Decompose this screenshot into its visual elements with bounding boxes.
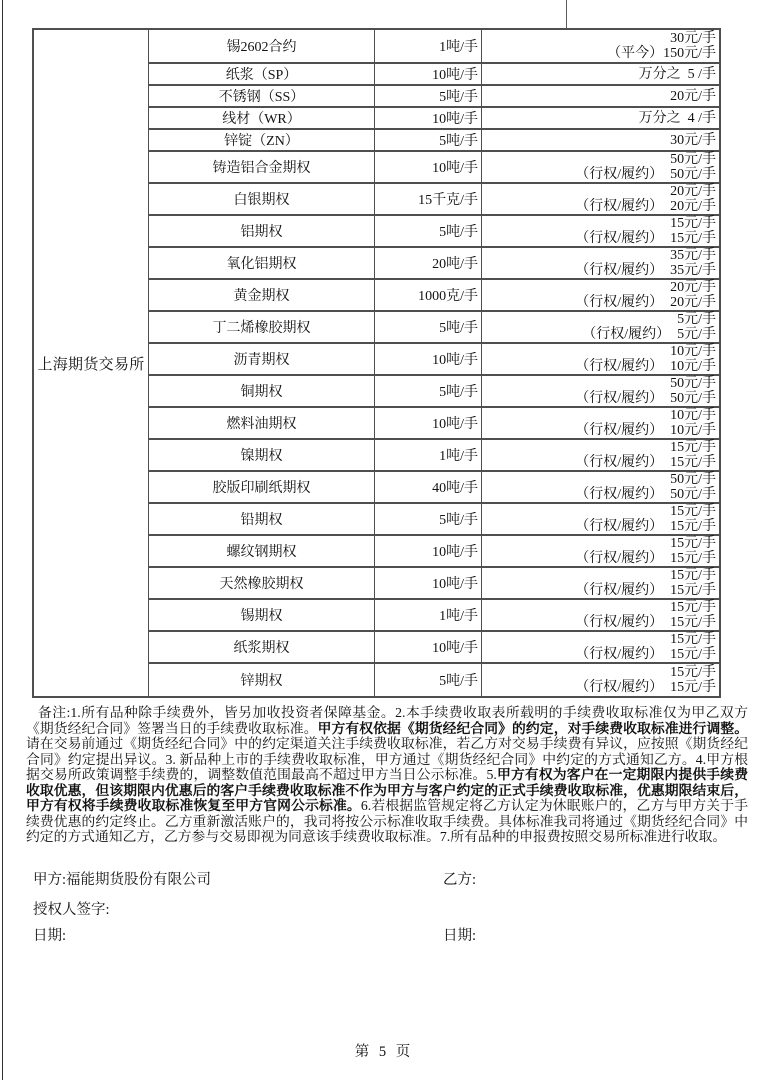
table-row [149, 632, 719, 664]
lot-size: 5吨/手 [375, 504, 482, 534]
table-row [149, 108, 719, 130]
fee-line: （行权/履约） 50元/手 [575, 487, 716, 502]
column-border-artifact [566, 0, 567, 29]
table-row [149, 64, 719, 86]
fee-line: 20元/手 [670, 184, 716, 199]
fee-value [482, 376, 719, 406]
fee-value [482, 664, 719, 696]
fee-value [482, 108, 719, 128]
fee-line: 15元/手 [670, 536, 716, 551]
lot-size: 10吨/手 [375, 108, 482, 128]
fee-line: （行权/履约） 15元/手 [575, 551, 716, 566]
product-name: 纸浆（SP） [149, 64, 375, 84]
fee-line: （行权/履约） 15元/手 [575, 231, 716, 246]
lot-size: 5吨/手 [375, 216, 482, 246]
fee-value [482, 472, 719, 502]
party-a-label: 甲方:福能期货股份有限公司 [33, 872, 212, 888]
fee-line: 10元/手 [670, 344, 716, 359]
lot-size: 1吨/手 [375, 440, 482, 470]
table-row [149, 440, 719, 472]
product-name: 铝期权 [149, 216, 375, 246]
lot-size: 5吨/手 [375, 312, 482, 342]
fee-line: 15元/手 [670, 440, 716, 455]
fee-line: （行权/履约） 10元/手 [575, 423, 716, 438]
product-name: 氧化铝期权 [149, 248, 375, 278]
fee-value [482, 130, 719, 150]
fee-table [32, 28, 721, 698]
fee-line: 15元/手 [670, 665, 716, 680]
fee-value [482, 248, 719, 278]
fee-line: （行权/履约） 15元/手 [575, 680, 716, 695]
date-a-label: 日期: [33, 928, 67, 944]
table-row [149, 504, 719, 536]
product-name: 天然橡胶期权 [149, 568, 375, 598]
fee-line: 5元/手 [677, 312, 716, 327]
product-name: 螺纹钢期权 [149, 536, 375, 566]
product-name: 铜期权 [149, 376, 375, 406]
lot-size: 5吨/手 [375, 376, 482, 406]
lot-size: 1吨/手 [375, 600, 482, 630]
fee-line: 20元/手 [670, 88, 716, 104]
fee-value [482, 536, 719, 566]
fee-value [482, 184, 719, 214]
fee-line: （行权/履约） 15元/手 [575, 455, 716, 470]
product-name: 铸造铝合金期权 [149, 152, 375, 182]
fee-line: （行权/履约） 35元/手 [575, 263, 716, 278]
notes-segment: 请在交易前通过《期货经纪合同》中的约定渠道关注手续费收取标准，若乙方对交易手续费有异议，应按照《期货经纪合同》约定提出异议。3. 新品种上市的手续费收取标准，甲方通过《期货经纪合同》中约定的方式通知乙方。4.甲方根据交易所政策调整手续费的，调整数值范围最高不超过甲方当日公示标准。5. [26, 736, 748, 782]
product-name: 不锈钢（SS） [149, 86, 375, 106]
lot-size: 10吨/手 [375, 568, 482, 598]
fee-value [482, 312, 719, 342]
lot-size: 10吨/手 [375, 344, 482, 374]
fee-line: （行权/履约） 20元/手 [575, 199, 716, 214]
fee-value [482, 344, 719, 374]
notes-segment: 甲方有权依据《期货经纪合同》的约定，对手续费收取标准进行调整。 [317, 720, 749, 736]
fee-line: 50元/手 [670, 472, 716, 487]
product-name: 丁二烯橡胶期权 [149, 312, 375, 342]
product-name: 锡期权 [149, 600, 375, 630]
fee-line: 15元/手 [670, 568, 716, 583]
fee-line: （行权/履约） 10元/手 [575, 359, 716, 374]
authorized-signature-label: 授权人签字: [33, 902, 110, 918]
table-row [149, 30, 719, 64]
fee-line: （行权/履约） 15元/手 [575, 519, 716, 534]
fee-line: （行权/履约） 20元/手 [575, 295, 716, 310]
product-name: 线材（WR） [149, 108, 375, 128]
table-row [149, 248, 719, 280]
product-name: 白银期权 [149, 184, 375, 214]
fee-line: 15元/手 [670, 504, 716, 519]
fee-line: 15元/手 [670, 632, 716, 647]
product-name: 胶版印刷纸期权 [149, 472, 375, 502]
fee-value [482, 152, 719, 182]
fee-line: （行权/履约） 50元/手 [575, 391, 716, 406]
table-row [149, 312, 719, 344]
table-row [149, 152, 719, 184]
product-name: 锡2602合约 [149, 30, 375, 62]
notes-segment: 备注:1.所有品种除手续费外，皆另加收投资者保障基金。2.本手续费收取表所载明的手续费收取标准仅为甲乙双方《期货经纪合同》签署当日的手续费收取标准。 [26, 705, 748, 736]
fee-value [482, 504, 719, 534]
table-row [149, 184, 719, 216]
fee-line: （行权/履约） 5元/手 [582, 327, 716, 342]
product-name: 锌期权 [149, 664, 375, 696]
fee-line: 万分之 4 /手 [638, 110, 716, 126]
fee-line: （行权/履约） 50元/手 [575, 167, 716, 182]
lot-size: 5吨/手 [375, 664, 482, 696]
table-row [149, 280, 719, 312]
notes-paragraph [26, 705, 748, 845]
lot-size: 15千克/手 [375, 184, 482, 214]
fee-line: 50元/手 [670, 152, 716, 167]
fee-line: 10元/手 [670, 408, 716, 423]
product-name: 镍期权 [149, 440, 375, 470]
fee-line: 20元/手 [670, 280, 716, 295]
table-row [149, 86, 719, 108]
notes-segment: 甲方有权为客户在一定期限内提供手续费收取优惠，但该期限内优惠后的客户手续费收取标准不作为甲方与客户约定的正式手续费收取标准，优惠期限结束后，甲方有权将手续费收取标准恢复至甲方官网公示标准。 [26, 767, 748, 813]
table-row [149, 130, 719, 152]
fee-line: 50元/手 [670, 376, 716, 391]
lot-size: 40吨/手 [375, 472, 482, 502]
fee-value [482, 408, 719, 438]
table-row [149, 536, 719, 568]
fee-line: 30元/手 [670, 132, 716, 148]
table-row [149, 600, 719, 632]
table-row [149, 664, 719, 696]
fee-line: 35元/手 [670, 248, 716, 263]
fee-line: （行权/履约） 15元/手 [575, 583, 716, 598]
product-name: 黄金期权 [149, 280, 375, 310]
product-name: 沥青期权 [149, 344, 375, 374]
fee-value [482, 440, 719, 470]
fee-value [482, 86, 719, 106]
fee-value [482, 632, 719, 662]
lot-size: 10吨/手 [375, 408, 482, 438]
table-row [149, 472, 719, 504]
table-row [149, 376, 719, 408]
fee-value [482, 280, 719, 310]
notes-segment: 6.若根据监管规定将乙方认定为休眠账户的，乙方与甲方关于手续费优惠的约定终止。乙方重新激活账户的，我司将按公示标准收取手续费。具体标准我司将通过《期货经纪合同》中约定的方式通知乙方，乙方参与交易即视为同意该手续费收取标准。7.所有品种的申报费按照交易所标准进行收取。 [26, 798, 748, 844]
fee-line: 30元/手 [670, 31, 716, 46]
product-name: 燃料油期权 [149, 408, 375, 438]
fee-line: （行权/履约） 15元/手 [575, 647, 716, 662]
product-name: 纸浆期权 [149, 632, 375, 662]
fee-value [482, 216, 719, 246]
lot-size: 1000克/手 [375, 280, 482, 310]
page-number: 第 5 页 [354, 1044, 411, 1060]
fee-line: 15元/手 [670, 216, 716, 231]
date-b-label: 日期: [443, 928, 477, 944]
lot-size: 5吨/手 [375, 86, 482, 106]
fee-line: （行权/履约） 15元/手 [575, 615, 716, 630]
table-row [149, 568, 719, 600]
fee-value [482, 568, 719, 598]
exchange-name-cell: 上海期货交易所 [34, 30, 149, 696]
fee-line: （平今）150元/手 [607, 46, 716, 61]
fee-table-rows [149, 30, 719, 696]
lot-size: 5吨/手 [375, 130, 482, 150]
lot-size: 10吨/手 [375, 536, 482, 566]
party-b-label: 乙方: [443, 872, 477, 888]
fee-value [482, 64, 719, 84]
fee-value [482, 30, 719, 62]
fee-line: 万分之 5 /手 [638, 66, 716, 82]
lot-size: 10吨/手 [375, 152, 482, 182]
fee-value [482, 600, 719, 630]
table-row [149, 408, 719, 440]
table-row [149, 344, 719, 376]
lot-size: 10吨/手 [375, 64, 482, 84]
lot-size: 1吨/手 [375, 30, 482, 62]
product-name: 锌锭（ZN） [149, 130, 375, 150]
lot-size: 10吨/手 [375, 632, 482, 662]
fee-line: 15元/手 [670, 600, 716, 615]
page-edge-line [2, 0, 3, 1080]
product-name: 铅期权 [149, 504, 375, 534]
lot-size: 20吨/手 [375, 248, 482, 278]
table-row [149, 216, 719, 248]
